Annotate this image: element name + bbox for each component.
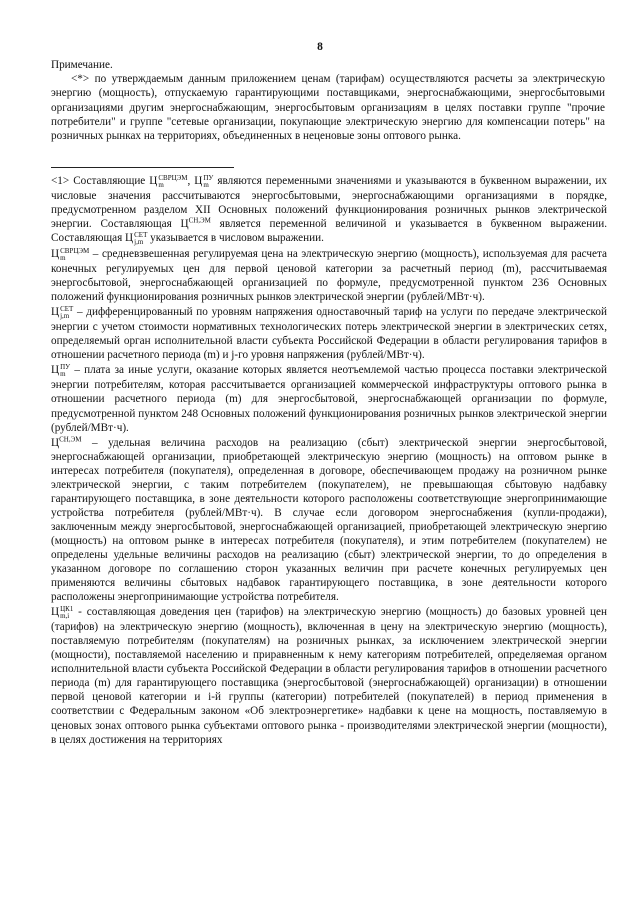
symbol-sup: ЦК1 — [60, 605, 74, 614]
symbol-base: Ц — [51, 364, 60, 377]
symbol-sub: m — [60, 254, 66, 263]
symbol-c-pu — [194, 175, 213, 187]
symbol-sup: СВРЦЭМ — [158, 174, 188, 182]
symbol-sup: СВРЦЭМ — [60, 247, 90, 256]
symbol-sub: m,i — [60, 612, 70, 621]
footnote-4-text: – плата за иные услуги, оказание которых является неотъемлемой частью процесса поставки электрической энергии потребителям, которая рассчитывается организацией коммерческой инфраструктуры оптового рынка в отношении расчетного периода (m) для энергосбытовой, энергоснабжающей организации по формуле, предусмотренной пунктом 248 Основных положений функционирования розничных рынков электрической энергии (рублей/МВт·ч). — [51, 364, 607, 434]
symbol-sub: m — [203, 181, 209, 189]
footnote-1 — [51, 174, 607, 246]
symbol-c-pu — [51, 363, 71, 379]
footnote-5-text: – удельная величина расходов на реализацию (сбыт) электрической энергии энергосбытовой, энергоснабжающей организации, приобретающей электрическую энергию (мощность) на оптовом рынке в интересах потребителя (покупателя), определенная в договоре, обеспечивающем продажу на розничном рынке электрической энергии, с таким потребителем (покупателем), не превышающая сбытовую надбавку гарантирующего поставщика, в зоне деятельности которого расположены соответствующие энергопринимающие устройства потребителя (рублей/МВт·ч). В случае если договором энергоснабжения (купли-продажи), заключенным между энергосбытовой, энергоснабжающей организацией, приобретающей электрическую энергию (мощность) на оптовом рынке в интересах потребителя (покупателя), и этим потребителем (покупателем) не определены удельные величины расходов на реализацию (сбыт) электрической энергии, то до определения в указанном договоре по соглашению сторон указанных величин при расчете конечных регулируемых цен применяются величины сбытовых надбавок гарантирующего поставщика, в зоне деятельности которого расположены энергопринимающие устройства потребителя. — [51, 436, 607, 604]
symbol-sub: j,m — [134, 238, 144, 247]
footnote-2-text: – средневзвешенная регулируемая цена на электрическую энергию (мощность), используемая для расчета конечных регулируемых цен для первой ценовой категории за расчетный период (m), рассчитываемая энергосбытовой, энергоснабжающей организацией по формуле, предусмотренной пунктом 236 Основных положений функционирования розничных рынков электрической энергии (рублей/МВт·ч). — [51, 248, 607, 304]
symbol-sub: m — [60, 370, 66, 379]
symbol-sup: СЕТ — [60, 305, 74, 314]
footnote-1-text-a: <1> Составляющие — [51, 175, 150, 187]
footnote-1-comma: , — [187, 175, 195, 187]
footnote-2 — [51, 247, 607, 304]
footnote-1-text-c: является переменной величиной и указывается в буквенном выражении. Составляющая — [51, 218, 607, 245]
symbol-base: Ц — [194, 175, 203, 187]
symbol-base: Ц — [125, 232, 134, 245]
symbol-base: Ц — [51, 606, 60, 619]
symbol-sub: m — [158, 181, 164, 189]
note-block — [51, 58, 605, 143]
symbol-sup: СН,ЭМ — [188, 216, 211, 225]
symbol-c-set — [125, 231, 148, 247]
symbol-sup: СН,ЭМ — [59, 434, 82, 443]
note-heading: Примечание. — [51, 59, 113, 71]
symbol-base: Ц — [51, 306, 60, 319]
footnotes-block — [51, 174, 607, 748]
symbol-sup: ПУ — [60, 363, 71, 372]
footnote-1-text-d: указывается в числовом выражении. — [147, 232, 324, 245]
symbol-sup: СЕТ — [134, 231, 148, 240]
symbol-c-sn-em — [51, 434, 82, 449]
symbol-c-sn-em — [180, 218, 210, 230]
footnote-5 — [51, 436, 607, 605]
symbol-base: Ц — [51, 436, 60, 449]
symbol-base: Ц — [180, 218, 189, 231]
symbol-c-ck1 — [51, 605, 74, 621]
footnote-separator — [51, 167, 234, 168]
symbol-sub: j,m — [60, 312, 70, 321]
symbol-c-set — [51, 305, 74, 321]
symbol-base: Ц — [51, 248, 60, 261]
symbol-c-svrcem — [149, 175, 187, 187]
footnote-4 — [51, 363, 607, 434]
symbol-base: Ц — [149, 175, 158, 187]
page-number: 8 — [317, 41, 323, 53]
footnote-6 — [51, 605, 607, 746]
footnote-6-text: - составляющая доведения цен (тарифов) на электрическую энергию (мощность) до базовых уровней цен (тарифов) на электрическую энергию (мощность), включенная в цену на электрическую энергию (мощность), поставляемую потребителям (покупателям) на розничных рынках, за исключением электрической энергии (мощности), поставляемой населению и приравненным к нему категориям потребителей, определяемая органом исполнительной власти субъекта Российской Федерации в области регулирования тарифов в отношении расчетного периода (m) для гарантирующего поставщика (энергосбытовой (энергоснабжающей) организации) в отношении первой ценовой категории и i-й группы (категории) потребителей (покупателей) в период применения в соответствии с Федеральным законом «Об электроэнергетике» надбавки к цене на мощность, поставляемую в ценовых зонах оптового рынка субъектами оптового рынка - производителями электрической энергии (мощности), в целях достижения на территориях — [51, 606, 607, 746]
footnote-3 — [51, 305, 607, 362]
symbol-c-svrcem — [51, 247, 90, 263]
footnote-1-text-b: являются переменными значениями и указываются в буквенном выражении, их числовые значения рассчитываются энергосбытовыми, энергоснабжающими организациями в порядке, предусмотренном разделом XII Основных положений функционирования розничных рынков электрической энергии. Составляющая — [51, 175, 608, 231]
footnote-3-text: – дифференцированный по уровням напряжения одноставочный тариф на услуги по передаче электрической энергии с учетом стоимости нормативных технологических потерь электрической энергии в электрических сетях, определяемый орган исполнительной власти субъекта Российской Федерации в области регулирования тарифов в отношении расчетного периода (m) и j-го уровня напряжения (рублей/МВт·ч). — [51, 306, 607, 362]
note-text: <*> по утверждаемым данным приложением ценам (тарифам) осуществляются расчеты за электрическую энергию (мощность), отпускаемую гарантирующими поставщиками, энергоснабжающими, энергосбытовыми организациями другим энергоснабжающим, энергосбытовым организациям в целях поставки группе "прочие потребители" и группе "сетевые организации, покупающие электрическую энергию для компенсации потерь" на розничных рынках на территориях, объединенных в неценовые зоны оптового рынка. — [51, 73, 605, 143]
symbol-sup: ПУ — [203, 174, 214, 182]
